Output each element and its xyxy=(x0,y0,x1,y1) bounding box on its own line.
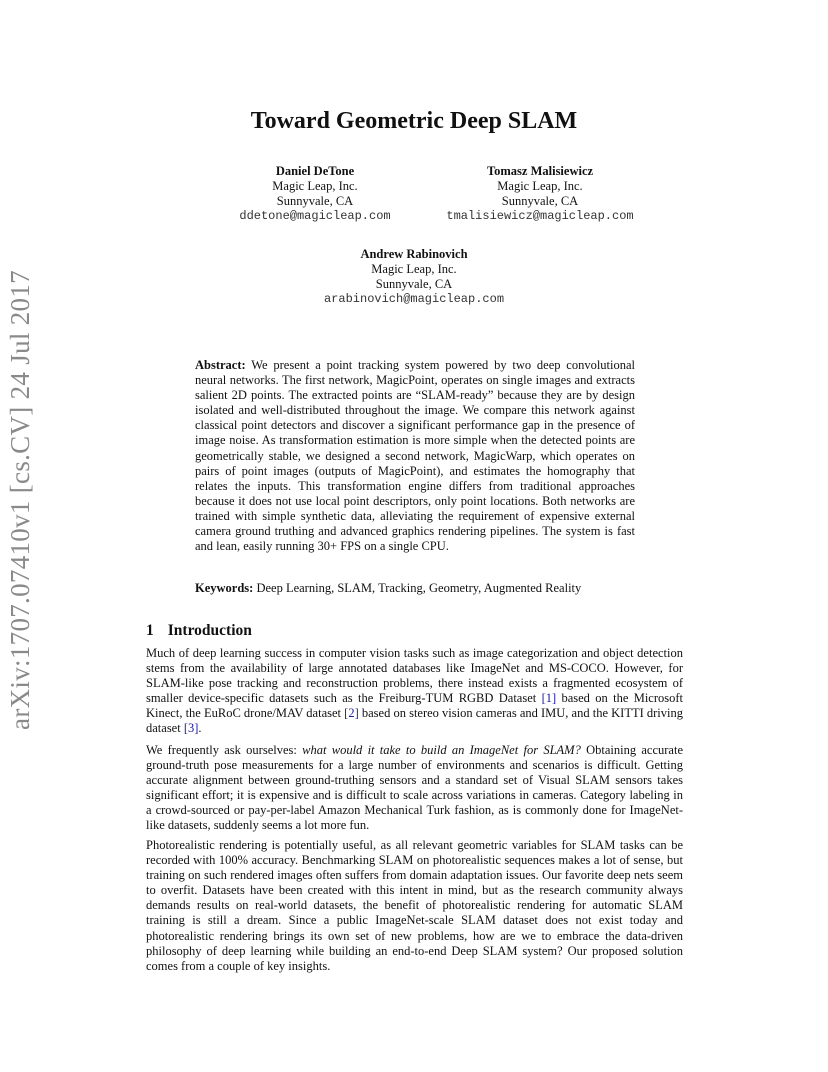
keywords-label: Keywords: xyxy=(195,581,254,595)
paragraph-text: We frequently ask ourselves: xyxy=(146,743,303,757)
paragraph-text: . xyxy=(198,721,202,736)
intro-paragraph-2 xyxy=(146,743,683,834)
paragraph-text: Photorealistic rendering is potentially useful, as all relevant geometric variables for SLAM tasks can be recorded with 100% accuracy. Benchmarking SLAM on photorealistic sequences makes a lot of sense, but training on such rendered images often suffers from domain adaptation issues. Our favorite deep nets seem to overfit. Datasets have been created with this intent in mind, but as the research community always demands results on real-world datasets, the benefit of photorealistic rendering for automatic SLAM training is still a dream. Since a public ImageNet-scale SLAM dataset does not exist today and photorealistic rendering brings its own set of new problems, how are we to embrace the data-driven philosophy of deep learning while building an end-to-end Deep SLAM system? Our proposed solution comes from a couple of key insights. xyxy=(146,838,683,973)
arxiv-identifier[interactable]: arXiv:1707.07410v1 [cs.CV] 24 Jul 2017 xyxy=(5,270,35,730)
abstract-label: Abstract: xyxy=(195,358,246,372)
intro-paragraph-3 xyxy=(146,838,683,974)
author-block-2 xyxy=(400,164,680,224)
author-location: Sunnyvale, CA xyxy=(375,277,453,291)
author-name: Tomasz Malisiewicz xyxy=(486,164,594,178)
abstract xyxy=(195,358,635,554)
keywords-text: Deep Learning, SLAM, Tracking, Geometry, Augmented Reality xyxy=(256,581,582,595)
author-affiliation: Magic Leap, Inc. xyxy=(272,179,358,193)
paragraph-text: based on stereo vision cameras and IMU, and the KITTI driving dataset xyxy=(146,706,684,736)
author-affiliation: Magic Leap, Inc. xyxy=(497,179,583,193)
paragraph-text: based on the Microsoft Kinect, the EuRoC drone/MAV dataset xyxy=(146,691,683,721)
author-name: Daniel DeTone xyxy=(275,164,355,178)
author-name: Andrew Rabinovich xyxy=(360,247,468,261)
section-title: Introduction xyxy=(167,622,252,639)
author-location: Sunnyvale, CA xyxy=(276,194,354,208)
author-email[interactable]: ddetone@magicleap.com xyxy=(239,209,391,223)
paragraph-text: Much of deep learning success in computer vision tasks such as image categorization and object detection stems from the availability of large annotated databases like ImageNet and MS-COCO. However, for SLAM-like pose tracking and reconstruction problems, there instead exists a fragmented ecosystem of smaller device-specific datasets such as the Freiburg-TUM RGBD Dataset xyxy=(146,646,683,706)
paragraph-text: Obtaining accurate ground-truth pose measurements for a large number of environments and scenarios is difficult. Getting accurate alignment between ground-truthing sensors and a standard set of Visual SLAM sensors takes significant effort; it is expensive and is difficult to scale across variations in cameras. Category labeling in a crowd-sourced or pay-per-label Amazon Mechanical Turk fashion, as is commonly done for ImageNet-like datasets, suddenly seems a lot more fun. xyxy=(146,743,684,833)
author-email[interactable]: arabinovich@magicleap.com xyxy=(323,292,505,306)
paper-title: Toward Geometric Deep SLAM xyxy=(250,108,578,134)
keywords xyxy=(195,581,635,596)
citation-link[interactable]: [3] xyxy=(183,721,199,736)
section-number: 1 xyxy=(146,622,154,639)
section-heading xyxy=(146,622,252,640)
intro-paragraph-1 xyxy=(146,646,683,737)
arxiv-identifier-margin xyxy=(0,0,40,1072)
italic-question: what would it take to build an ImageNet for SLAM? xyxy=(302,743,581,757)
abstract-text: We present a point tracking system powered by two deep convolutional neural networks. The first network, MagicPoint, operates on single images and extracts salient 2D points. The extracted points are “SLAM-ready” because they are by design isolated and well-distributed throughout the image. We compare this network against classical point detectors and discover a significant performance gap in the presence of image noise. As transformation estimation is more simple when the detected points are geometrically stable, we designed a second network, MagicWarp, which operates on pairs of point images (outputs of MagicPoint), and estimates the homography that relates the inputs. This transformation engine differs from traditional approaches because it does not use local point descriptors, only point locations. Both networks are trained with simple synthetic data, alleviating the requirement of expensive external camera ground truthing and advanced graphics rendering pipelines. The system is fast and lean, easily running 30+ FPS on a single CPU. xyxy=(195,358,636,554)
author-location: Sunnyvale, CA xyxy=(501,194,579,208)
citation-link[interactable]: [2] xyxy=(344,706,359,721)
author-block-3 xyxy=(289,247,539,307)
author-email[interactable]: tmalisiewicz@magicleap.com xyxy=(446,209,634,223)
citation-link[interactable]: [1] xyxy=(541,691,557,706)
author-affiliation: Magic Leap, Inc. xyxy=(371,262,457,276)
